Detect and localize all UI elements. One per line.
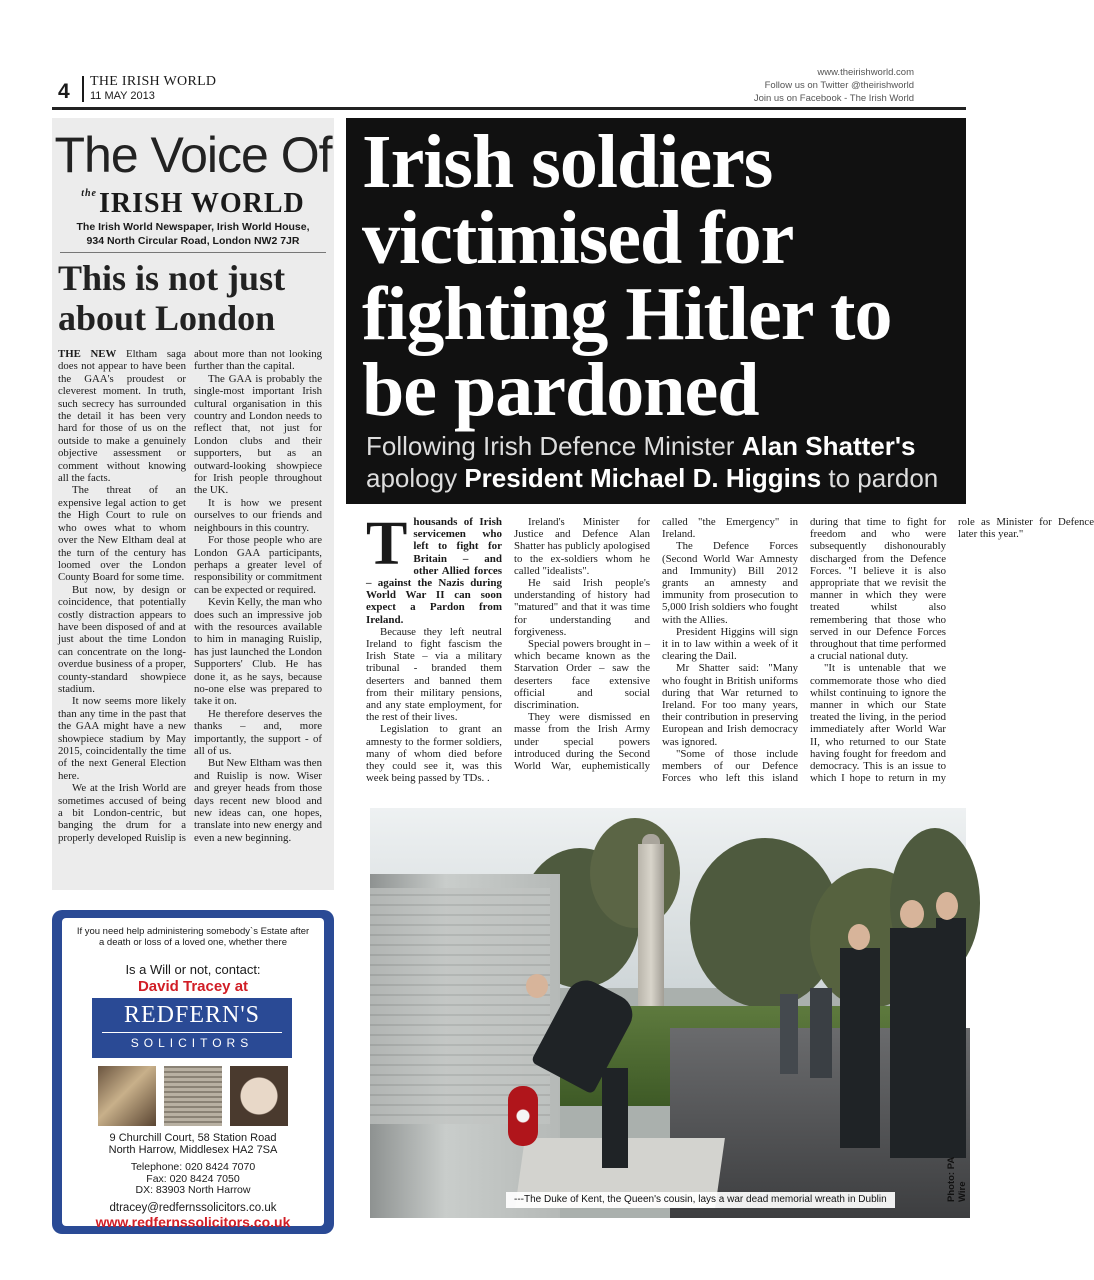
advert-panel	[62, 918, 324, 1230]
onlooker-head	[900, 900, 924, 928]
article-paragraph: Ireland's Minister for Justice and Defence Alan Shatter has publicly apologised to the ex-soldiers whom he called "idealists".	[514, 516, 650, 577]
section-title: The Voice Of	[54, 127, 332, 183]
editorial-column	[52, 118, 334, 890]
article-paragraph: Legislation to grant an amnesty to the former soldiers, many of whom died before they could see it, was this week being passed by TDs. .	[366, 723, 502, 785]
advert-dx: DX: 83903 North Harrow	[135, 1184, 251, 1196]
advert-email[interactable]: dtracey@redfernssolicitors.co.uk	[109, 1202, 277, 1214]
facebook-link[interactable]: Join us on Facebook - The Irish World	[753, 93, 914, 104]
brand-name: REDFERN'S	[123, 1002, 261, 1028]
duke-head	[526, 974, 548, 998]
editorial-divider	[60, 252, 326, 253]
onlooker	[810, 988, 832, 1078]
duke-legs	[602, 1068, 628, 1168]
editorial-paragraph: It is how we present ourselves to our friends and neighbours in this country.	[194, 496, 322, 534]
article-paragraph: They were dismissed en masse from the Irish Army under special powers introduced during the Second World War, euphemistically called "the Emergency" in Ireland.	[514, 516, 798, 773]
advert-fax: Fax: 020 8424 7050	[146, 1172, 240, 1185]
header-links	[754, 66, 914, 105]
article-paragraph: "It is untenable that we commemorate those who died whilst continuing to ignore the manner in which our State treated the living, in the period immediately after World War II, who returned to our State having fought for freedom and democracy. This is an issue to which I hope to return in my role as Minister for Defence later this year."	[810, 516, 1094, 785]
article-headline: Irish soldiers victimised for fighting Hitler to be pardoned	[362, 120, 892, 432]
editorial-paragraph: But now, by design or coincidence, that potentially costly distraction appears to have been disposed of and at just about the time London can concentrate on the long-overdue business of a proper, county-standard showpiece stadium.	[58, 583, 186, 695]
onlooker-head	[936, 892, 958, 920]
advert-intro: If you need help administering somebody`s Estate after a death or loss of a loved one, whether there	[76, 926, 310, 948]
logo-the: the	[81, 188, 97, 199]
issue-date: 11 MAY 2013	[90, 90, 155, 102]
poppy-wreath	[508, 1086, 538, 1146]
advert-images	[98, 1066, 288, 1126]
photo-credit: Photo: PA Wire	[946, 1157, 968, 1202]
editorial-paragraph: For those people who are London GAA participants, perhaps a greater level of responsibility or commitment can be expected or required.	[194, 534, 322, 596]
editorial-paragraph: The GAA is probably the single-most important Irish cultural organisation in this country and London needs to reflect that, not just for London clubs and their supporters, but as an outward-looking showpiece for Irish people throughout the UK.	[194, 372, 322, 497]
twitter-link[interactable]: Follow us on Twitter @theirishworld	[764, 80, 914, 91]
editorial-paragraph: But New Eltham was then and Ruislip is now. Wiser and greyer heads from those days recent new blood and new ideas can, one hopes, translate into new energy and even a new beginning.	[194, 757, 322, 844]
brand-subtitle: SOLICITORS	[130, 1036, 254, 1050]
article-paragraph: He said Irish people's understanding of history had "matured" and that it was time for understanding and forgiveness.	[514, 577, 650, 638]
address-line-2: 934 North Circular Road, London NW2 7JR	[86, 235, 300, 247]
advert-contact	[62, 1162, 324, 1197]
advert-contact-name: David Tracey at	[137, 978, 249, 995]
header-divider	[82, 76, 84, 102]
article-paragraph: The Defence Forces (Second World War Amnesty and Immunity) Bill 2012 grants an amnesty and immunity from prosecution to 5,000 Irish soldiers who fought with the Allies.	[662, 540, 798, 626]
editorial-paragraph: THE NEW Eltham saga does not appear to have been the GAA's proudest or cleverest moment. In truth, such secrecy has surrounded the detail it has been very hard for those of us on the outside to make a genuinely objective assessment or comment without knowing all the facts.	[58, 348, 187, 485]
advert-address-line-1: 9 Churchill Court, 58 Station Road	[109, 1132, 277, 1144]
headline-block	[346, 118, 966, 504]
irish-world-logo	[52, 188, 334, 220]
editorial-paragraph: We at the Irish World are sometimes accused of being a bit London-centric, but banging the drum for a properly developed Ruislip is about more than not looking further than the capital.	[58, 348, 322, 844]
advert-address	[62, 1132, 324, 1156]
editorial-paragraph: He therefore deserves the thanks – and, more importantly, the support - of all of us.	[194, 707, 322, 757]
editorial-paragraph: The threat of an expensive legal action to get the High Court to rule on who owes what to whom over the New Eltham deal at the turn of the century has loomed over the London County Board for some time.	[58, 484, 186, 584]
photo-caption: ---The Duke of Kent, the Queen's cousin, lays a war dead memorial wreath in Dublin	[506, 1192, 895, 1208]
website-link[interactable]: www.theirishworld.com	[817, 67, 914, 78]
publisher-address	[52, 220, 334, 248]
memorial-photo	[370, 808, 966, 1218]
onlooker	[840, 948, 880, 1148]
address-line-1: The Irish World Newspaper, Irish World House,	[76, 221, 310, 233]
editorial-paragraph: It now seems more likely than any time in the past that the GAA might have a new showpiece stadium by May 2015, coincidentally the time of the next General Election here.	[58, 695, 186, 782]
article-standfirst: Following Irish Defence Minister Alan Shatter's apology President Michael D. Higgins to pardon	[366, 431, 939, 493]
onlooker	[780, 994, 798, 1074]
header-rule	[52, 107, 966, 110]
article-paragraph: Because they left neutral Ireland to fight fascism the Irish State – via a military tribunal - branded them deserters and banned them from their military pensions, and any state employment, for the rest of their lives.	[366, 625, 502, 724]
gavel-image	[98, 1066, 156, 1126]
paper-name: THE IRISH WORLD	[90, 74, 217, 89]
article-paragraph: Mr Shatter said: "Many who fought in British uniforms during that War returned to Ireland. For too many years, their contribution in preserving European and Irish democracy was ignored.	[662, 662, 798, 748]
solicitors-advert	[52, 910, 334, 1234]
standfirst-name-higgins: President Michael D. Higgins	[464, 463, 822, 493]
editorial-lead: THE NEW	[58, 348, 117, 360]
editorial-paragraph: Kevin Kelly, the man who does such an impressive job with the resources available to him in managing Ruislip, has just launched the London Supporters' Club. He has done it, as he says, because no-one else was prepared to take it on.	[194, 596, 322, 708]
advert-will-line: Is a Will or not, contact:	[125, 962, 261, 977]
handshake-image	[230, 1066, 288, 1126]
article-paragraph: President Higgins will sign it in to law within a week of it clearing the Dail.	[662, 625, 798, 663]
logo-text: IRISH WORLD	[99, 188, 305, 219]
onlooker-head	[848, 924, 870, 950]
onlooker	[890, 928, 936, 1158]
advert-telephone: Telephone: 020 8424 7070	[130, 1161, 256, 1173]
books-image	[164, 1066, 222, 1126]
editorial-body	[58, 348, 322, 888]
article-lead: Thousands of Irish servicemen who left to fight for Britain – and other Allied forces – against the Nazis during World War II can soon expect a Pardon from Ireland.	[366, 510, 502, 626]
article-paragraph: Special powers brought in – which became known as the Starvation Order – saw the deserters face extensive official and social discrimination.	[514, 638, 650, 712]
article-paragraph: "Some of those include members of our Defence Forces who left this island during that time to fight for freedom and who were subsequently dishonourably discharged from the Defence Forces. "I believe it is also appropriate that we revisit the manner in which they were treated whilst also remembering that those who served in our Defence Forces throughout that time performed a crucial national duty.	[662, 516, 946, 785]
drop-cap: T	[366, 510, 408, 578]
advert-address-line-2: North Harrow, Middlesex HA2 7SA	[108, 1144, 278, 1156]
page-number: 4	[58, 80, 70, 103]
redferns-logo	[92, 998, 292, 1058]
brand-divider	[102, 1032, 282, 1033]
onlooker	[936, 918, 966, 1158]
editorial-headline: This is not just about London	[58, 258, 286, 338]
advert-website[interactable]: www.redfernssolicitors.co.uk	[95, 1214, 291, 1230]
article-body	[366, 510, 1094, 796]
standfirst-name-shatter: Alan Shatter's	[741, 431, 916, 461]
